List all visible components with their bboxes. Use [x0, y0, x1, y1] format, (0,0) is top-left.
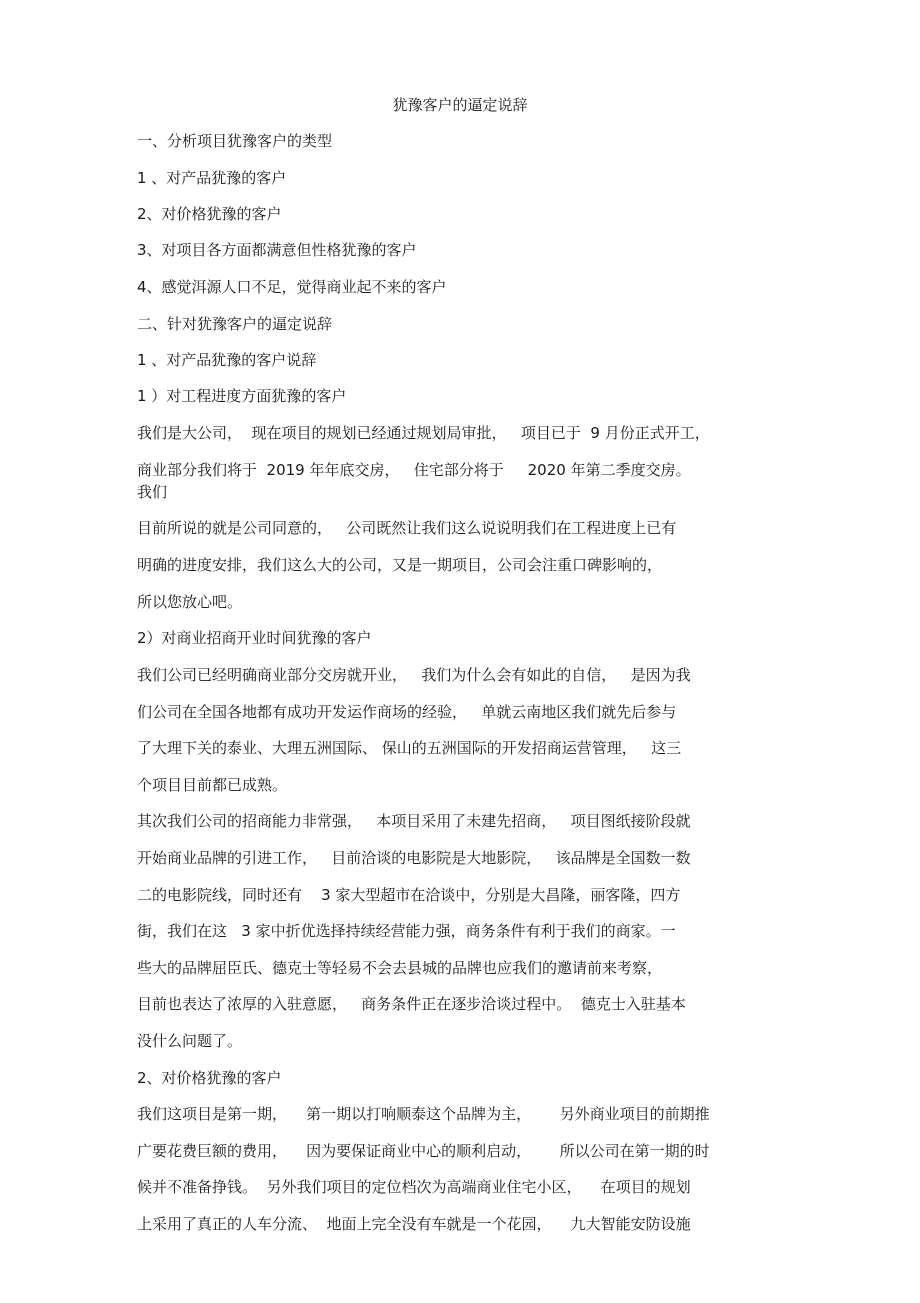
paragraph-line: 些大的品牌屈臣氏、德克士等轻易不会去县城的品牌也应我们的邀请前来考察，: [137, 959, 663, 977]
paragraph-line: 其次我们公司的招商能力非常强， 本项目采用了未建先招商， 项目图纸接阶段就: [137, 812, 691, 830]
paragraph-line: 我们公司已经明确商业部分交房就开业， 我们为什么会有如此的自信， 是因为我: [137, 666, 691, 684]
paragraph-line: 所以您放心吧。: [137, 593, 243, 611]
paragraph-line: 上采用了真正的人车分流、 地面上完全没有车就是一个花园， 九大智能安防设施: [137, 1215, 691, 1233]
paragraph-line: 了大理下关的泰业、大理五洲国际、 保山的五洲国际的开发招商运营管理， 这三: [137, 739, 682, 757]
paragraph-line: 目前也表达了浓厚的入驻意愿， 商务条件正在逐步洽谈过程中。 德克士入驻基本: [137, 995, 686, 1013]
list-item: 2、对价格犹豫的客户: [137, 205, 282, 223]
document-title: 犹豫客户的逼定说辞: [392, 96, 528, 114]
paragraph-line: 我们是大公司， 现在项目的规划已经通过规划局审批， 项目已于 9 月份正式开工，: [137, 424, 710, 442]
paragraph-line: 我们: [137, 483, 168, 501]
paragraph-line: 商业部分我们将于 2019 年年底交房， 住宅部分将于 2020 年第二季度交房。: [137, 461, 691, 479]
section-heading: 一、分析项目犹豫客户的类型: [137, 132, 333, 150]
paragraph-line: 们公司在全国各地都有成功开发运作商场的经验， 单就云南地区我们就先后参与: [137, 703, 677, 721]
paragraph-line: 目前所说的就是公司同意的， 公司既然让我们这么说说明我们在工程进度上已有: [137, 519, 677, 537]
paragraph-line: 明确的进度安排，我们这么大的公司，又是一期项目，公司会注重口碑影响的，: [137, 556, 663, 574]
paragraph-line: 开始商业品牌的引进工作， 目前洽谈的电影院是大地影院， 该品牌是全国数一数: [137, 849, 691, 867]
paragraph-line: 候并不准备挣钱。 另外我们项目的定位档次为高端商业住宅小区， 在项目的规划: [137, 1178, 691, 1196]
section-heading: 二、针对犹豫客户的逼定说辞: [137, 315, 333, 333]
paragraph-line: 个项目目前都已成熟。: [137, 776, 288, 794]
list-item: 3、对项目各方面都满意但性格犹豫的客户: [137, 241, 417, 259]
list-item: 4、感觉洱源人口不足，觉得商业起不来的客户: [137, 278, 447, 296]
paragraph-line: 我们这项目是第一期， 第一期以打响顺泰这个品牌为主， 另外商业项目的前期推: [137, 1105, 710, 1123]
paragraph-line: 没什么问题了。: [137, 1032, 243, 1050]
subsection-heading: 2）对商业招商开业时间犹豫的客户: [137, 629, 372, 647]
subsection-heading: 1 ）对工程进度方面犹豫的客户: [137, 387, 347, 405]
paragraph-line: 广要花费巨额的费用， 因为要保证商业中心的顺利启动， 所以公司在第一期的时: [137, 1142, 710, 1160]
list-item: 1 、对产品犹豫的客户: [137, 169, 287, 187]
paragraph-line: 街，我们在这 3 家中折优选择持续经营能力强，商务条件有利于我们的商家。一: [137, 922, 676, 940]
subsection-heading: 1 、对产品犹豫的客户说辞: [137, 351, 317, 369]
paragraph-line: 二的电影院线，同时还有 3 家大型超市在洽谈中，分别是大昌隆，丽客隆，四方: [137, 886, 681, 904]
subsection-heading: 2、对价格犹豫的客户: [137, 1069, 282, 1087]
